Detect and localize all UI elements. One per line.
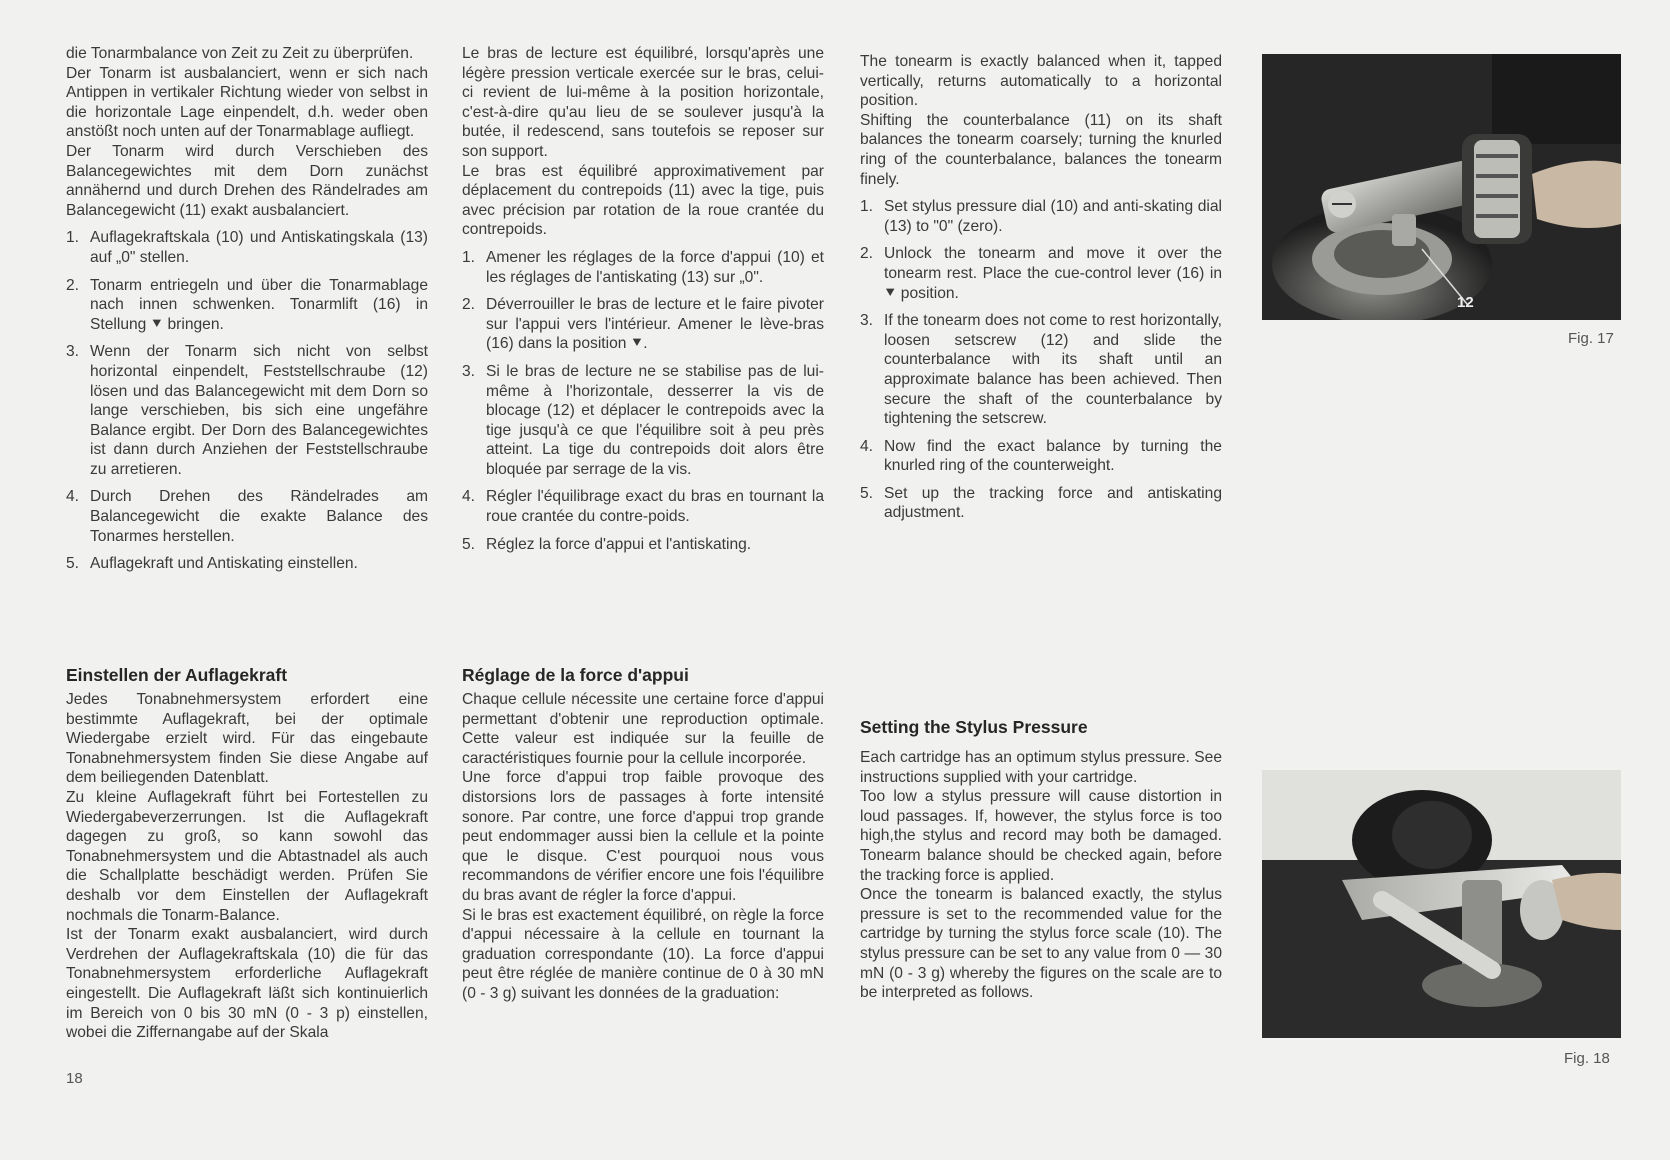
step-text: Auflagekraft und Antiskating einstellen. [90, 555, 358, 573]
step-number: 3. [462, 362, 476, 380]
step-text: Unlock the tonearm and move it over the tonearm rest. Place the cue-control lever (16) in ⯆ position. [884, 245, 1222, 302]
step-text: Now find the exact balance by turning the knurled ring of the counterweight. [884, 437, 1222, 475]
step-number: 2. [462, 296, 476, 314]
list-item [462, 248, 824, 287]
step-text: Durch Drehen des Rändelrades am Balancegewicht die exakte Balance des Tonarmes herstellen. [90, 488, 428, 545]
paragraph: Une force d'appui trop faible provoque des distorsions lors de passages à forte intensité sonore. Par contre, une force d'appui trop grande peut endommager aussi bien la cellule et la pointe que le disque. C'est pourquoi nous vous recommandons de vérifier encore une fois l'équilibre du bras avant de régler la force d'appui. [462, 769, 824, 904]
step-number: 4. [462, 488, 476, 506]
list-item [860, 244, 1222, 303]
step-text: Set up the tracking force and antiskating adjustment. [884, 484, 1222, 522]
step-number: 5. [860, 484, 874, 502]
step-text: Wenn der Tonarm sich nicht von selbst horizontal einpendelt, Feststellschraube (12) lösen und das Balancegewicht mit dem Dorn so lange verschieben, bis sich eine ungefähre Balance ergibt. Der Dorn des Balancegewichtes ist dann durch Anziehen der Feststellschraube zu arretieren. [90, 343, 428, 478]
french-body [462, 690, 824, 1004]
section-heading: Setting the Stylus Pressure [860, 717, 1088, 737]
paragraph: Jedes Tonabnehmersystem erfordert eine bestimmte Auflagekraft, bei der optimale Wiedergabe erzielt wird. Für das eingebaute Tonabnehmersystem finden Sie diese Angabe auf dem beiliegenden Datenblatt. [66, 691, 428, 787]
step-number: 1. [66, 229, 80, 247]
figure-18-photo [1262, 770, 1621, 1038]
french-column [462, 44, 824, 1002]
german-body [66, 690, 428, 1043]
figure-caption: Fig. 18 [1564, 1050, 1610, 1067]
list-item [66, 276, 428, 335]
step-text: Si le bras de lecture ne se stabilise pas de lui-même à l'horizontale, desserrer la vis de blocage (12) et déplacer le contrepoids avec la tige jusqu'à ce que l'équilibre soit à peu près atteint. La tige du contrepoids doit alors être bloquée par serrage de la vis. [486, 362, 824, 478]
step-text: Amener les réglages de la force d'appui (10) et les réglages de l'antiskating (13) sur „0". [486, 248, 824, 286]
paragraph: Der Tonarm ist ausbalanciert, wenn er sich nach Antippen in vertikaler Richtung wieder von selbst in die horizontale Lage einpendelt, d.h. weder oben anstößt noch unten auf der Tonarmablage aufliegt. [66, 64, 428, 141]
paragraph: Der Tonarm wird durch Verschieben des Balancegewichtes mit dem Dorn zunächst annähernd und durch Drehen des Rändelrades am Balancegewicht (11) exakt ausbalanciert. [66, 142, 428, 219]
counterweight-illustration [1262, 54, 1621, 320]
paragraph: Si le bras est exactement équilibré, on règle la force d'appui nécessaire à la cellule en tournant la graduation correspondante (10). La force d'appui peut être réglée de manière continue de 0 à 30 mN (0 - 3 g) suivant les données de la graduation: [462, 906, 824, 1002]
step-number: 5. [66, 555, 80, 573]
english-body [860, 748, 1222, 1003]
step-text: Tonarm entriegeln und über die Tonarmablage nach innen schwenken. Tonarmlift (16) in Stellung ⯆ bringen. [90, 276, 428, 333]
stylus-force-illustration [1262, 770, 1621, 1038]
list-item [462, 295, 824, 354]
paragraph: Each cartridge has an optimum stylus pressure. See instructions supplied with your cartridge. [860, 749, 1222, 786]
step-number: 1. [860, 198, 874, 216]
paragraph: The tonearm is exactly balanced when it, tapped vertically, returns automatically to a horizontal position. [860, 53, 1222, 110]
step-number: 2. [860, 245, 874, 263]
list-item [860, 311, 1222, 429]
list-item [860, 197, 1222, 236]
french-steps [462, 248, 824, 554]
list-item [462, 535, 824, 555]
list-item [66, 487, 428, 546]
paragraph: Chaque cellule nécessite une certaine force d'appui permettant d'obtenir une reproduction optimale. Cette valeur est indiquée sur la feuille de caractéristiques fournie pour la cellule incorporée. [462, 691, 824, 767]
step-text: Auflagekraftskala (10) und Antiskatingskala (13) auf „0" stellen. [90, 229, 428, 266]
list-item [462, 487, 824, 526]
paragraph: Ist der Tonarm exakt ausbalanciert, wird durch Verdrehen der Auflagekraftskala (10) die für das Tonabnehmersystem erforderliche Auflagekraft eingestellt. Die Auflagekraft läßt sich kontinuierlich im Bereich von 0 bis 30 mN (0 - 3 p) einstellen, wobei die Ziffernangabe auf der Skala [66, 926, 428, 1042]
step-number: 1. [462, 248, 476, 266]
section-heading: Einstellen der Auflagekraft [66, 665, 288, 685]
step-number: 4. [860, 437, 874, 455]
list-item [66, 554, 428, 574]
step-number: 3. [860, 312, 874, 330]
paragraph: Once the tonearm is balanced exactly, the stylus pressure is set to the recommended value for the cartridge by turning the stylus force scale (10). The stylus pressure can be set to any value from 0 — 30 mN (0 - 3 g) whereby the figures on the scale are to be interpreted as follows. [860, 886, 1222, 1002]
list-item [860, 437, 1222, 476]
paragraph: Le bras est équilibré approximativement par déplacement du contrepoids (11) avec la tige, puis avec précision par rotation de la roue crantée du contrepoids. [462, 162, 824, 239]
step-text: If the tonearm does not come to rest horizontally, loosen setscrew (12) and slide the counterbalance with its shaft until an approximate balance has been achieved. Then secure the shaft of the counterbalance by tightening the setscrew. [884, 312, 1222, 428]
step-text: Set stylus pressure dial (10) and anti-skating dial (13) to "0" (zero). [884, 198, 1222, 235]
paragraph: Le bras de lecture est équilibré, lorsqu'après une légère pression verticale exercée sur le bras, celui-ci revient de lui-même à la position horizontale, c'est-à-dire qu'au lieu de se soulever jusqu'à la butée, il redescend, sans toutefois se reposer sur son support. [462, 45, 824, 160]
step-number: 3. [66, 343, 80, 361]
paragraph: die Tonarmbalance von Zeit zu Zeit zu überprüfen. [66, 45, 414, 62]
step-number: 2. [66, 276, 80, 294]
french-intro [462, 44, 824, 240]
figure-caption: Fig. 17 [1568, 330, 1614, 347]
callout-number: 12 [1457, 294, 1474, 311]
figure-17-photo [1262, 54, 1621, 320]
paragraph: Shifting the counterbalance (11) on its shaft balances the tonearm coarsely; turning the knurled ring of the counterbalance, balances the tonearm finely. [860, 111, 1222, 188]
page-number: 18 [66, 1070, 83, 1087]
step-text: Déverrouiller le bras de lecture et le faire pivoter sur l'appui vers l'intérieur. Amener le lève-bras (16) dans la position ⯆. [486, 296, 824, 353]
list-item [66, 342, 428, 479]
german-steps [66, 228, 428, 574]
german-column [66, 44, 428, 1042]
list-item [66, 228, 428, 267]
list-item [860, 484, 1222, 523]
section-heading: Réglage de la force d'appui [462, 665, 689, 685]
english-steps [860, 197, 1222, 523]
paragraph: Zu kleine Auflagekraft führt bei Fortestellen zu Wiedergabeverzerrungen. Ist die Auflagekraft dagegen zu groß, so kann sowohl das Tonabnehmersystem und die Abtastnadel als auch die Schallplatte beschädigt werden. Prüfen Sie deshalb vor dem Einstellen der Auflagekraft nochmals die Tonarm-Balance. [66, 788, 428, 924]
step-text: Régler l'équilibrage exact du bras en tournant la roue crantée du contre-poids. [486, 488, 824, 526]
paragraph: Too low a stylus pressure will cause distortion in loud passages. If, however, the stylus force is too high,the stylus and record may both be damaged. Tonearm balance should be checked again, before the tracking force is applied. [860, 788, 1222, 884]
german-intro [66, 44, 428, 220]
english-intro [860, 52, 1222, 189]
step-number: 5. [462, 535, 476, 553]
step-text: Réglez la force d'appui et l'antiskating. [486, 535, 752, 553]
step-number: 4. [66, 488, 80, 506]
list-item [462, 362, 824, 480]
english-column [860, 52, 1222, 1002]
